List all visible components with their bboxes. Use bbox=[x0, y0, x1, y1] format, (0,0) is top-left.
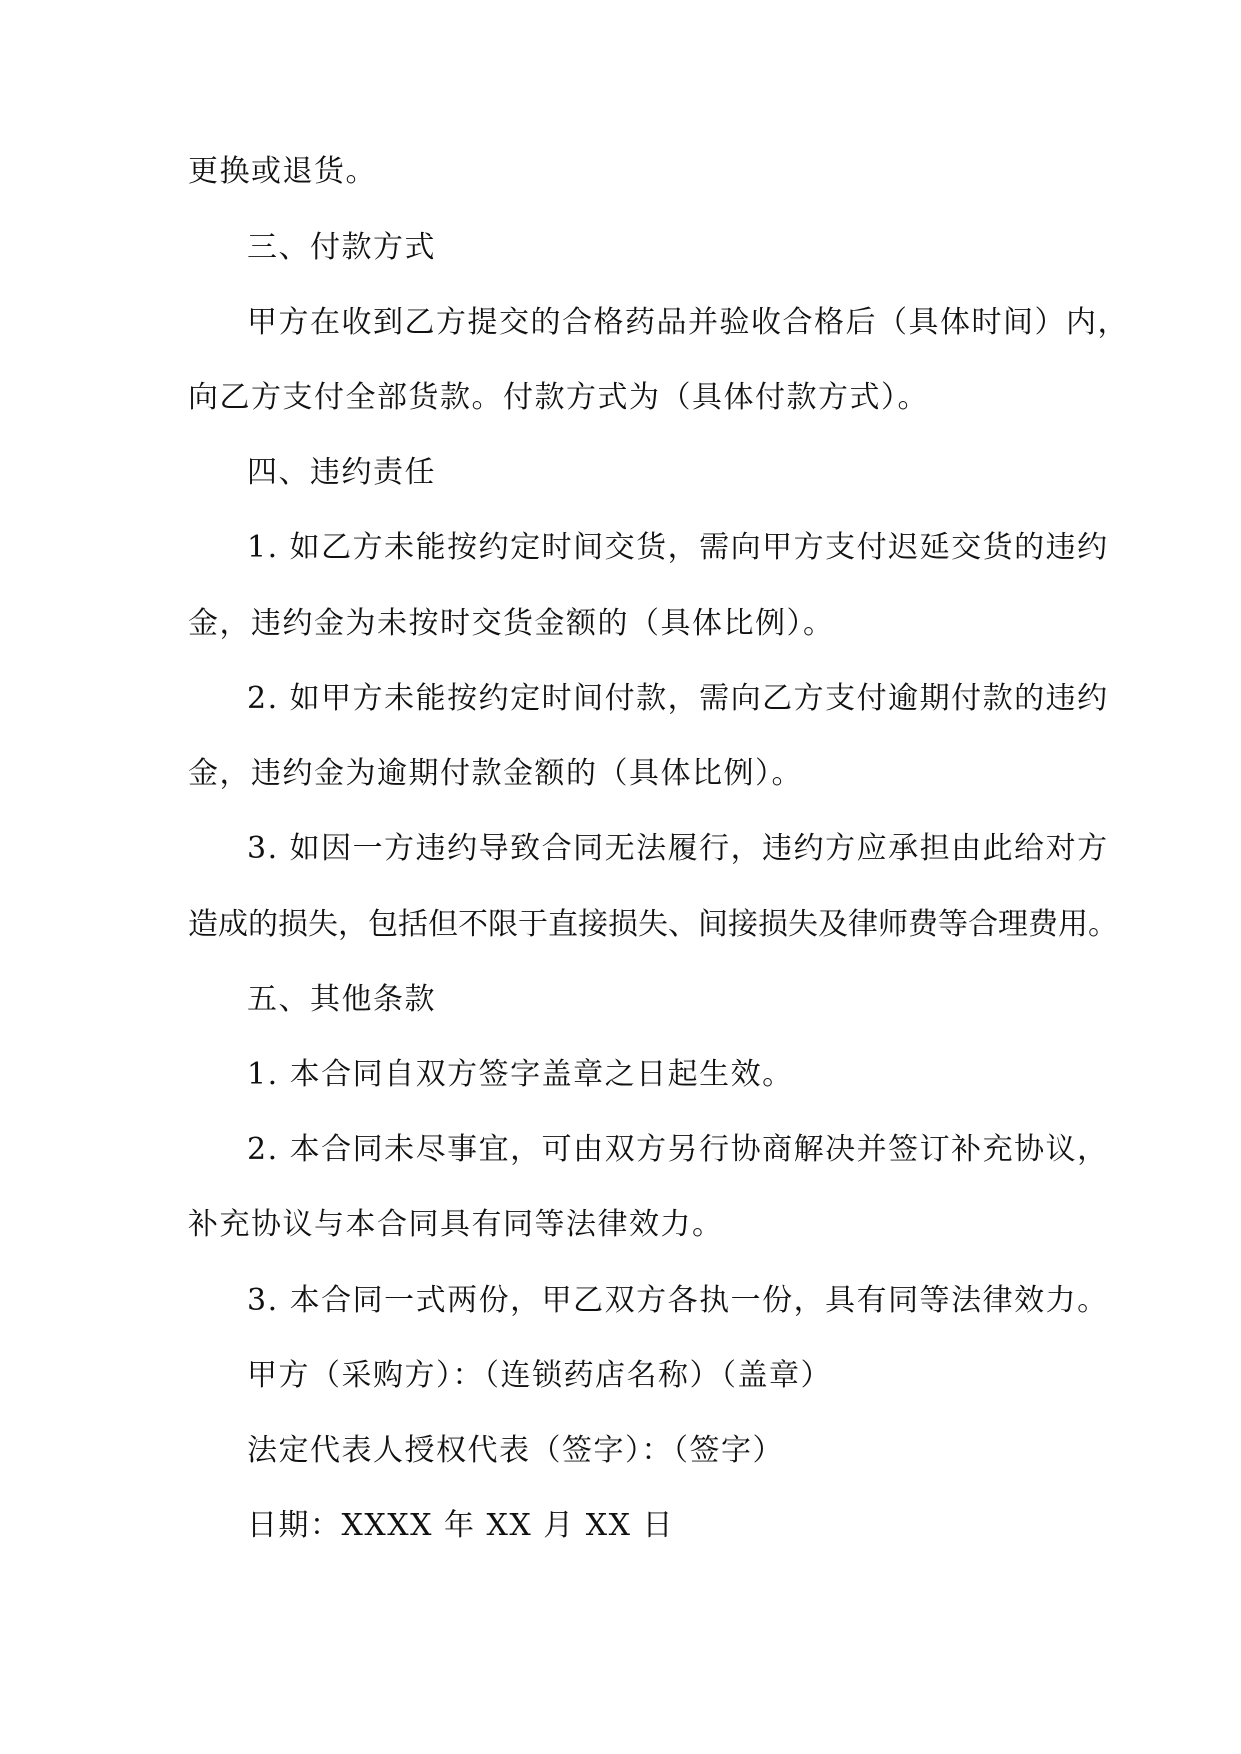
paragraph-line: 3. 本合同一式两份，甲乙双方各执一份，具有同等法律效力。 bbox=[247, 1283, 1109, 1318]
paragraph-line: 1. 本合同自双方签字盖章之日起生效。 bbox=[247, 1057, 794, 1092]
paragraph-line: 向乙方支付全部货款。付款方式为（具体付款方式）。 bbox=[188, 380, 929, 415]
paragraph-line: 2. 本合同未尽事宜，可由双方另行协商解决并签订补充协议， bbox=[247, 1132, 1109, 1167]
paragraph-line: 2. 如甲方未能按约定时间付款，需向乙方支付逾期付款的违约 bbox=[247, 681, 1109, 716]
signature-line: 法定代表人授权代表（签字）：（签字） bbox=[247, 1433, 784, 1468]
section-heading: 三、付款方式 bbox=[247, 230, 436, 265]
section-heading: 五、其他条款 bbox=[247, 982, 436, 1017]
paragraph-line: 甲方在收到乙方提交的合格药品并验收合格后（具体时间）内， bbox=[247, 305, 1129, 340]
section-heading: 四、违约责任 bbox=[247, 455, 436, 490]
paragraph-line: 金，违约金为逾期付款金额的（具体比例）。 bbox=[188, 756, 803, 791]
paragraph-line: 1. 如乙方未能按约定时间交货，需向甲方支付迟延交货的违约 bbox=[247, 530, 1109, 565]
paragraph-line: 造成的损失，包括但不限于直接损失、间接损失及律师费等合理费用。 bbox=[188, 907, 1118, 942]
date-line: 日期：XXXX 年 XX 月 XX 日 bbox=[247, 1508, 675, 1543]
paragraph-line: 3. 如因一方违约导致合同无法履行，违约方应承担由此给对方 bbox=[247, 831, 1109, 866]
paragraph-line: 金，违约金为未按时交货金额的（具体比例）。 bbox=[188, 606, 835, 641]
paragraph-line: 更换或退货。 bbox=[188, 154, 377, 189]
paragraph-line: 补充协议与本合同具有同等法律效力。 bbox=[188, 1207, 724, 1242]
party-a-line: 甲方（采购方）：（连锁药店名称）（盖章） bbox=[247, 1358, 832, 1393]
